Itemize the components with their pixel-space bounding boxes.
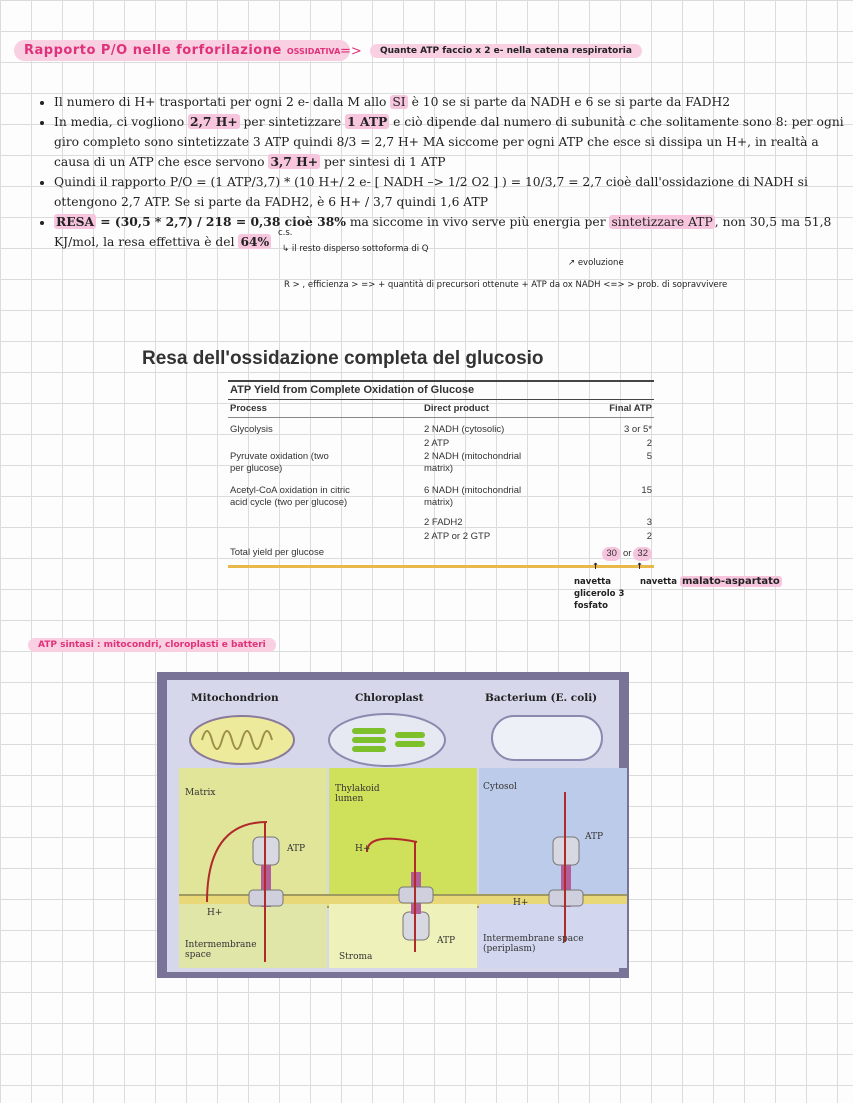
table-title: ATP Yield from Complete Oxidation of Glucose [228, 380, 654, 400]
header-note: Quante ATP faccio x 2 e- nella catena respiratoria [370, 44, 642, 58]
cell: 2 ATP or 2 GTP [424, 530, 491, 542]
label-thylakoid: Thylakoid lumen [335, 784, 380, 804]
label-bacterium: Bacterium (E. coli) [485, 692, 598, 704]
bullet-item [54, 212, 853, 252]
bullet-text: , non 30,5 ma 51,8 KJ/mol, la resa effettiva è del [54, 215, 832, 249]
handnote-efficiency: R > , efficienza > => + quantità di precursori ottenute + ATP da ox NADH <=> > prob. di sopravvivere [284, 280, 728, 290]
bullet-item [54, 112, 853, 172]
cell: 6 NADH (mitochondrial matrix) [424, 485, 522, 508]
proton-arrow [367, 839, 417, 852]
label-matrix: Matrix [185, 788, 216, 798]
atp-synthase-figure [157, 672, 629, 978]
cell: Pyruvate oxidation (two per glucose) [230, 451, 329, 474]
bold-highlight: 3,7 H+ [270, 154, 319, 169]
section-title-text: Rapporto P/O nelle forforilazione [24, 43, 282, 58]
column-header: Process [228, 400, 422, 418]
bullet-text: Quindi il rapporto P/O = (1 ATP/3,7) * (10 H+/ 2 e- [ NADH –> 1/2 O2 ] ) = 10/3,7 = 2,7 cioè dall'ossidazione di NADH si ottengono 2,7 ATP. Se si parte da FADH2, è 6 H+ / 3,7 quindi 1,6 ATP [54, 175, 808, 209]
atp-yield-table [228, 380, 654, 568]
total-a: 30 [602, 547, 621, 561]
implies-arrow: => [340, 44, 362, 59]
label-intermembrane: Intermembrane space [185, 940, 257, 960]
table-row [228, 509, 654, 530]
handnote-cs: c.s. [278, 228, 293, 238]
cell: 3 [646, 517, 652, 528]
total-b: 32 [633, 547, 652, 561]
label-cytosol: Cytosol [483, 782, 517, 792]
table-row [228, 530, 654, 544]
cell: 2 FADH2 [424, 517, 463, 528]
cell [228, 530, 422, 544]
cell: 2 NADH (cytosolic) [424, 424, 505, 435]
bullet-text: per sintetizzare [239, 115, 346, 129]
cell: 2 [646, 437, 652, 449]
cell [228, 437, 422, 451]
table [228, 400, 654, 562]
label-atp: ATP [585, 832, 604, 842]
navetta-highlight: malato-aspartato [681, 576, 780, 587]
cell: Total yield per glucose [230, 547, 324, 558]
arrow-up-icon: ↑ [636, 562, 644, 572]
cell: 15 [641, 485, 652, 496]
table-row [228, 418, 654, 437]
cell [228, 509, 422, 530]
cell: 3 or 5* [624, 424, 652, 435]
highlight: SI [392, 95, 406, 109]
cell: Acetyl-CoA oxidation in citric acid cycle (two per glucose) [230, 485, 350, 508]
arrow-icon: ↳ [282, 244, 292, 254]
atp-synthase-chloro [367, 839, 433, 952]
bullet-list [28, 92, 853, 252]
label-proton: H+ [513, 898, 529, 908]
section-atp-sintasi: ATP sintasi : mitocondri, cloroplasti e batteri [28, 638, 276, 652]
section-title-sub: OSSIDATIVA [286, 47, 341, 56]
table-row [228, 437, 654, 451]
arrow-icon: ↗ [568, 258, 578, 268]
label-proton: H+ [207, 908, 223, 918]
total-cell [586, 543, 654, 562]
column-header: Final ATP [586, 400, 654, 418]
cell: 5 [646, 451, 652, 462]
total-or: or [622, 548, 632, 559]
bold-text: = (30,5 * 2,7) / 218 = 0,38 cioè 38% [96, 214, 346, 229]
cell: Glycolysis [230, 424, 273, 435]
cell: 2 ATP [424, 437, 450, 449]
bullet-text: In media, ci vogliono [54, 115, 189, 129]
bullet-text: e ciò dipende dal numero di subunità c che solitamente sono 8: per ogni giro completo sono sintetizzate 3 ATP quindi 8/3 = 2,7 H+ MA siccome per ogni ATP che esce si dissipa un H+, in realtà a causa di un ATP che esce servono [54, 115, 844, 169]
bold-highlight: 1 ATP [347, 114, 388, 129]
highlight: sintetizzare ATP [611, 215, 713, 229]
bold-highlight: 64% [240, 234, 270, 249]
table-total-row [228, 543, 654, 562]
table-row [228, 475, 654, 509]
handnote-text: evoluzione [577, 258, 624, 268]
column-header: Direct product [422, 400, 586, 418]
bold-highlight: RESA [56, 214, 95, 229]
bold-highlight: 2,7 H+ [190, 114, 238, 129]
label-mitochondrion: Mitochondrion [191, 692, 279, 704]
arrow-up-icon: ↑ [592, 562, 600, 572]
navetta-label: navetta [640, 577, 677, 587]
label-proton: H+ [355, 844, 371, 854]
atp-synthase-bact [549, 792, 583, 942]
table-row [228, 450, 654, 475]
table-bottom-rule [228, 564, 654, 568]
bullet-item [54, 172, 853, 212]
label-atp: ATP [287, 844, 306, 854]
atp-synthase-glyphs [157, 672, 629, 978]
bullet-text: per sintesi di 1 ATP [320, 155, 446, 169]
bullet-text: Il numero di H+ trasportati per ogni 2 e- dalla M allo [54, 95, 391, 109]
bullet-text: ma siccome in vivo serve più energia per [345, 215, 610, 229]
navetta-malato [640, 576, 782, 587]
navetta-glicerolo: navetta glicerolo 3 fosfato [574, 577, 625, 611]
handnote-text: il resto disperso sottoforma di Q [291, 244, 429, 254]
label-chloroplast: Chloroplast [355, 692, 424, 704]
label-stroma: Stroma [339, 952, 373, 962]
label-atp: ATP [437, 936, 456, 946]
slide-title: Resa dell'ossidazione completa del glucosio [142, 348, 544, 369]
cell: 2 [646, 530, 652, 542]
label-periplasm: Intermembrane space (periplasm) [483, 934, 584, 954]
bullet-text: è 10 se si parte da NADH e 6 se si parte da FADH2 [407, 95, 731, 109]
bullet-item [54, 92, 853, 112]
handnote-rest [282, 244, 428, 254]
handnote-evolution [568, 258, 624, 268]
table-header-row [228, 400, 654, 418]
section-title [14, 40, 350, 61]
cell: 2 NADH (mitochondrial matrix) [424, 451, 522, 474]
